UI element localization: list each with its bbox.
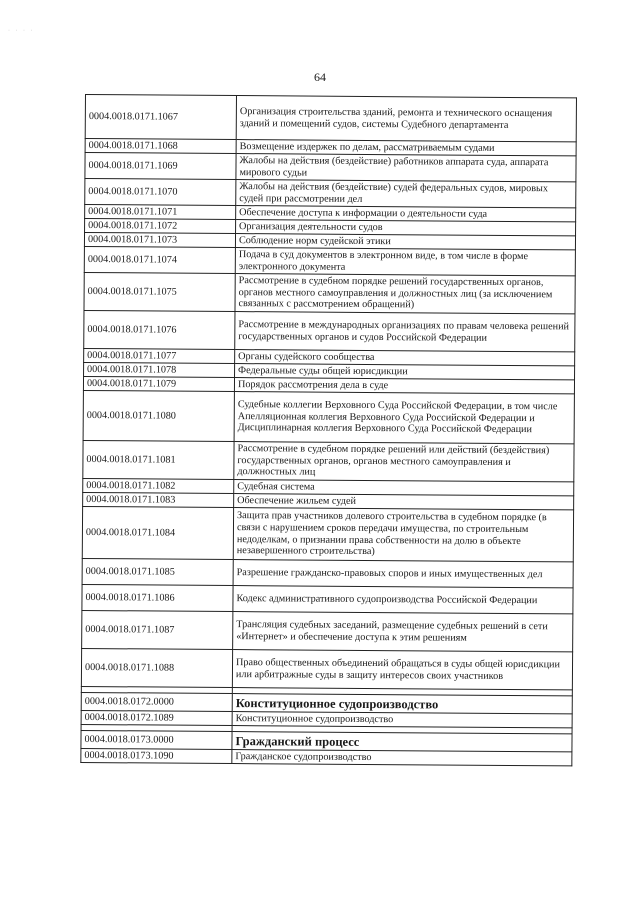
classifier-name: Конституционное судопроизводство [232,712,572,728]
classifier-name: Соблюдение норм судейской этики [235,234,575,250]
classifier-name: Организация деятельности судов [236,220,576,236]
classifier-name: Разрешение гражданско-правовых споров и иных имущественных дел [233,560,573,588]
classifier-name: Организация строительства зданий, ремонта и технического оснащения зданий и помещений судов, системы Судебного департамента [236,96,576,142]
classifier-code: 0004.0018.0171.1088 [81,648,232,687]
scan-artifact: · · · · [8,28,35,34]
classifier-name: Конституционное судопроизводство [232,694,572,714]
table-row [85,95,576,142]
classifier-code: 0004.0018.0171.1077 [84,348,235,363]
classifier-code: 0004.0018.0171.1069 [85,153,236,180]
table-row [85,179,576,208]
table-row [84,246,575,275]
classifier-code: 0004.0018.0171.1085 [82,558,233,585]
classifier-name: Обеспечение жильем судей [234,494,574,510]
classifier-code: 0004.0018.0171.1072 [85,219,236,234]
classifier-name: Обеспечение доступа к информации о деятельности суда [236,206,576,222]
classifier-name: Рассмотрение в международных организациях по правам человека решений государственных органов и судов Российской Федерации [235,312,575,352]
classifier-name: Жалобы на действия (бездействие) судей федеральных судов, мировых судей при рассмотрении дел [236,180,576,208]
page-number: 64 [314,70,326,84]
classifier-name: Подача в суд документов в электронном виде, в том числе в форме электронного документа [235,248,575,276]
classifier-code: 0004.0018.0171.1078 [84,362,235,377]
table-row [82,506,573,561]
classifier-code: 0004.0018.0171.1067 [85,95,236,140]
table-row [84,310,575,351]
classifier-name: Возмещение издержек по делам, рассматриваемым судами [236,140,576,156]
classifier-code: 0004.0018.0171.1084 [82,506,233,559]
classifier-code: 0004.0018.0171.1075 [84,272,235,311]
classifier-code: 0004.0018.0172.0000 [81,692,232,711]
classifier-name: Жалобы на действия (бездействие) работников аппарата суда, аппарата мирового судьи [236,154,576,182]
classifier-code: 0004.0018.0171.1073 [84,233,235,248]
classifier-code: 0004.0018.0171.1071 [85,205,236,220]
classifier-code: 0004.0018.0171.1087 [82,610,233,649]
classifier-name: Защита прав участников долевого строительства в судебном порядке (в связи с нарушением сроков передачи имущества, по строительным недоделкам, о признании права собственности на долю в объекте незавершенного строительства) [233,508,573,562]
classifier-code: 0004.0018.0171.1080 [83,390,234,441]
classifier-code: 0004.0018.0171.1068 [85,139,236,154]
classifier-code: 0004.0018.0173.1090 [81,748,232,763]
classifier-code: 0004.0018.0171.1086 [82,584,233,611]
classifier-name: Гражданский процесс [232,732,572,752]
table-row [83,390,574,443]
classifier-name: Трансляция судебных заседаний, размещение судебных решений в сети «Интернет» и обеспечение доступа к этим решениям [233,612,573,652]
classifier-code: 0004.0018.0173.0000 [81,730,232,749]
classifier-name: Судебные коллегии Верховного Суда Российской Федерации, в том числе Апелляционная коллегия Верховного Суда Российской Федерации и Дисциплинарная коллегия Верховного Суда Российской Федерации [234,392,574,444]
classifier-code: 0004.0018.0172.1089 [81,710,232,725]
classifier-name: Федеральные суды общей юрисдикции [235,364,575,380]
classifier-table [80,94,577,766]
table-row [82,558,573,587]
table-row [81,748,572,765]
classifier-name: Рассмотрение в судебном порядке решений государственных органов, органов местного самоуправления и должностных лиц (за исключением связанных с рассмотрением обращений) [235,274,575,314]
classifier-name: Кодекс административного судопроизводства Российской Федерации [233,586,573,614]
table-row [82,610,573,651]
table-row [82,584,573,613]
classifier-name: Органы судейского сообщества [235,350,575,366]
classifier-table-body [81,95,577,766]
classifier-code: 0004.0018.0171.1082 [83,478,234,493]
classifier-code: 0004.0018.0171.1076 [84,310,235,349]
classifier-name: Рассмотрение в судебном порядке решений или действий (бездействия) государственных органов, органов местного самоуправления и должностных лиц [234,442,574,482]
classifier-code: 0004.0018.0171.1074 [84,246,235,273]
classifier-name: Гражданское судопроизводство [232,750,572,766]
classifier-name: Право общественных объединений обращаться в суды общей юрисдикции или арбитражные суды в защиту интересов своих участников [232,650,572,690]
classifier-name: Судебная система [234,480,574,496]
table-row [85,153,576,182]
classifier-code: 0004.0018.0171.1081 [83,440,234,479]
classifier-code: 0004.0018.0171.1070 [85,179,236,206]
classifier-code: 0004.0018.0171.1079 [83,376,234,391]
classifier-code: 0004.0018.0171.1083 [83,492,234,507]
table-row [84,272,575,313]
table-row [83,440,574,481]
table-row [81,648,572,689]
classifier-name: Порядок рассмотрения дела в суде [234,378,574,394]
